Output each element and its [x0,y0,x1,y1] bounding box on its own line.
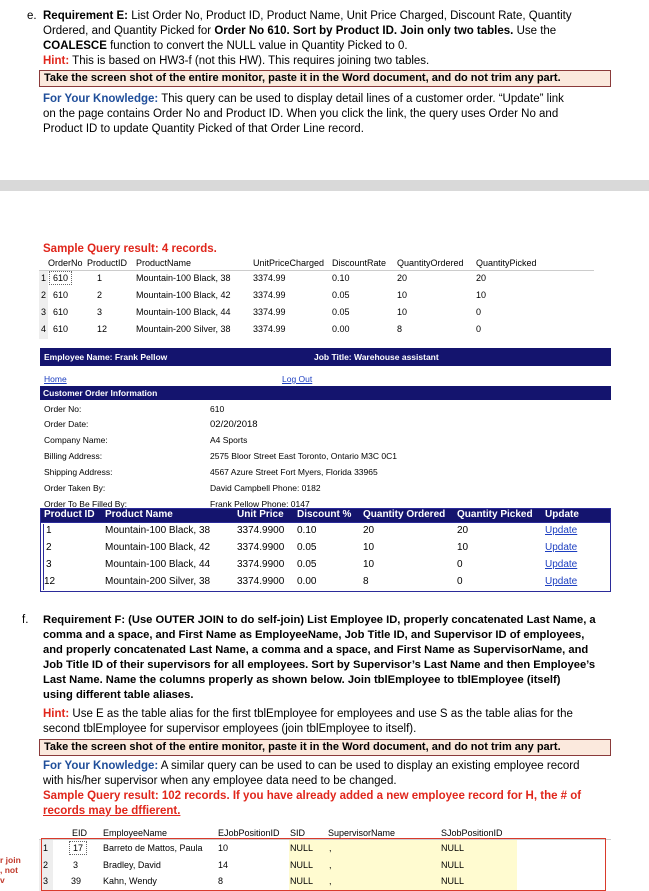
home-link[interactable]: Home [44,374,67,384]
field-value: 4567 Azure Street Fort Myers, Florida 33965 [210,467,378,477]
req-e-label: Requirement E: [43,10,128,22]
row-num: 2 [43,860,49,870]
margin-comment [0,855,21,885]
fyk-e-line3: Product ID to update Quantity Picked of that Order Line record. [43,123,364,135]
req-f-line: and properly concatenated Last Name, a comma and a space, and First Name as SupervisorName, and [43,644,589,656]
sample-f-line2: records may be dffierent. [43,805,181,817]
cell-pid: 1 [97,273,103,283]
th-qtypicked: Quantity Picked [457,509,533,520]
screenshot-note-f: Take the screen shot of the entire monitor, paste it in the Word document, and do not trim any part. [39,739,611,756]
cell-eid: 39 [71,876,82,886]
result-grid-e [39,256,594,340]
update-link[interactable]: Update [545,559,578,570]
cell-ejob: 10 [218,843,229,853]
cell-orderno: 610 [53,290,69,300]
employee-name: Employee Name: Frank Pellow [44,352,168,362]
row-num: 2 [41,290,47,300]
field-label: Order To Be Filled By: [44,499,127,509]
req-f-line: comma and a space, and First Name as EmployeeName, Job Title ID, and Supervisor ID of employees, [43,629,585,641]
req-f-line: Requirement F: (Use OUTER JOIN to do self-join) List Employee ID, properly concatenated Last Name, a [43,614,596,626]
sample-label-e: Sample Query result: 4 records. [43,243,217,255]
cell-ejob: 8 [218,876,224,886]
cell-sid: NULL [290,843,314,853]
fyk-e [43,92,633,137]
field-label: Order Date: [44,419,89,429]
order-info [44,404,604,510]
td-disc: 0.00 [297,576,317,587]
cell-name: Mountain-100 Black, 44 [136,307,231,317]
th-productname: Product Name [105,509,173,520]
col-productname: ProductName [136,258,192,268]
req-f-line: Last Name. Name the columns properly as shown below. Join tblEmployee to tblEmployee (itself) [43,674,561,686]
margin-line: r join [0,855,21,865]
td-price: 3374.9900 [237,576,285,587]
th-discount: Discount % [297,509,352,520]
employee-header-bar [40,348,611,366]
hint-f-label: Hint: [43,708,70,720]
section-e-letter: e. [27,10,37,22]
fyk-f [43,759,643,819]
section-f-letter: f. [22,614,29,626]
req-e-line2-bold: Order No 610. Sort by Product ID. Join only two tables. [214,25,514,37]
cell-qp: 20 [476,273,487,283]
cell-disc: 0.00 [332,324,350,334]
screenshot-note-e: Take the screen shot of the entire monitor, paste it in the Word document, and do not trim any part. [39,70,611,87]
td-price: 3374.9900 [237,559,285,570]
td-pid: 1 [46,525,52,536]
cell-qp: 0 [476,307,482,317]
page-break [0,180,649,191]
cell-qo: 20 [397,273,408,283]
fyk-e-line2: on the page contains Order No and Product ID. When you click the link, the query uses Order No and [43,108,559,120]
field-value: David Campbell Phone: 0182 [210,483,321,493]
td-pid: 3 [46,559,52,570]
fyk-e-label: For Your Knowledge: [43,93,159,105]
td-qp: 20 [457,525,469,536]
td-price: 3374.9900 [237,525,285,536]
td-name: Mountain-100 Black, 42 [105,542,211,553]
order-lines-header [41,509,610,522]
cell-sname: , [329,843,332,853]
td-pid: 2 [46,542,52,553]
field-value: 610 [210,404,225,414]
logout-link[interactable]: Log Out [282,374,313,384]
th-productid: Product ID [44,509,95,520]
col-ejob: EJobPositionID [218,828,280,838]
field-label: Billing Address: [44,451,103,461]
col-sjob: SJobPositionID [441,828,503,838]
cell-pid: 3 [97,307,103,317]
td-name: Mountain-200 Silver, 38 [105,576,211,587]
cell-qo: 10 [397,307,408,317]
td-qo: 10 [363,559,375,570]
col-qtyordered: QuantityOrdered [397,258,464,268]
req-e-line2b: Use the [513,25,557,37]
cell-sjob: NULL [441,876,465,886]
row-num: 1 [41,273,47,283]
hint-e-text: This is based on HW3-f (not this HW). This requires joining two tables. [69,55,430,67]
field-label: Company Name: [44,435,108,445]
result-grid-f [39,825,611,891]
col-orderno: OrderNo [48,258,83,268]
cell-price: 3374.99 [253,307,286,317]
td-qo: 10 [363,542,375,553]
cell-sjob: NULL [441,843,465,853]
cell-disc: 0.05 [332,290,350,300]
col-unitprice: UnitPriceCharged [253,258,325,268]
field-label: Order No: [44,404,82,414]
cell-disc: 0.10 [332,273,350,283]
td-disc: 0.05 [297,542,317,553]
cell-empname: Bradley, David [103,860,161,870]
cell-name: Mountain-100 Black, 42 [136,290,231,300]
td-qo: 8 [363,576,369,587]
fyk-e-line1: This query can be used to display detail lines of a customer order. “Update” link [158,93,564,105]
cell-sid: NULL [290,876,314,886]
margin-line: v [0,875,5,885]
hint-f-line1: Use E as the table alias for the first tblEmployee for employees and use S as the table alias for the [69,708,573,720]
cell-qo: 8 [397,324,403,334]
req-f-line: Job Title ID of their supervisors for all employees. Sort by Supervisor’s Last Name and then Employee’s [43,659,596,671]
cell-pid: 12 [97,324,108,334]
section-f-requirement [43,613,643,703]
td-price: 3374.9900 [237,542,285,553]
cell-qp: 0 [476,324,482,334]
col-eid: EID [72,828,88,838]
td-qp: 0 [457,576,463,587]
update-link[interactable]: Update [545,525,578,536]
update-link[interactable]: Update [545,576,578,587]
fyk-f-label: For Your Knowledge: [43,760,159,772]
td-disc: 0.05 [297,559,317,570]
row-num: 1 [43,843,49,853]
field-value: Frank Pellow Phone: 0147 [210,499,310,509]
cell-sid: NULL [290,860,314,870]
cell-orderno: 610 [53,307,69,317]
cell-pid: 2 [97,290,103,300]
row-num: 4 [41,324,47,334]
field-value: 2575 Bloor Street East Toronto, Ontario M3C 0C1 [210,451,397,461]
td-name: Mountain-100 Black, 44 [105,559,211,570]
td-qo: 20 [363,525,375,536]
col-employeename: EmployeeName [103,828,168,838]
td-name: Mountain-100 Black, 38 [105,525,211,536]
req-e-line3: function to convert the NULL value in Quantity Picked to 0. [106,40,408,52]
field-value: 02/20/2018 [210,419,258,430]
cell-eid: 3 [73,860,79,870]
field-label: Shipping Address: [44,467,113,477]
field-label: Order Taken By: [44,483,106,493]
req-f-line: using different table aliases. [43,689,194,701]
col-supervisorname: SupervisorName [328,828,396,838]
th-unitprice: Unit Price [237,509,284,520]
cell-sjob: NULL [441,860,465,870]
col-productid: ProductID [87,258,128,268]
req-e-line2a: Ordered, and Quantity Picked for [43,25,215,37]
cell-eid-selected: 17 [69,841,87,855]
cell-sname: , [329,860,332,870]
row-num: 3 [43,876,49,886]
th-update: Update [545,509,579,520]
cell-qp: 10 [476,290,487,300]
col-qtypicked: QuantityPicked [476,258,537,268]
cell-orderno-selected: 610 [49,271,72,285]
cell-ejob: 14 [218,860,229,870]
cell-name: Mountain-200 Silver, 38 [136,324,231,334]
cell-name: Mountain-100 Black, 38 [136,273,231,283]
cell-empname: Barreto de Mattos, Paula [103,843,203,853]
margin-line: , not [0,865,18,875]
hint-e-label: Hint: [43,55,70,67]
td-disc: 0.10 [297,525,317,536]
cell-disc: 0.05 [332,307,350,317]
hint-f-line2: second tblEmployee for supervisor employees (join tblEmployee to itself). [43,723,417,735]
section-title: Customer Order Information [43,388,158,398]
hint-f [43,707,643,737]
req-e-line1: List Order No, Product ID, Product Name, Unit Price Charged, Discount Rate, Quantity [131,10,572,22]
th-qtyordered: Quantity Ordered [363,509,446,520]
order-lines-table [40,508,611,592]
req-e-coalesce: COALESCE [43,40,107,52]
cell-orderno: 610 [53,324,69,334]
col-discount: DiscountRate [332,258,387,268]
col-sid: SID [290,828,306,838]
fyk-f-line2: with his/her supervisor when any employee data need to be changed. [43,775,397,787]
field-value: A4 Sports [210,435,248,445]
cell-qo: 10 [397,290,408,300]
cell-price: 3374.99 [253,324,286,334]
section-title-bar [40,386,611,400]
sample-f-line1: Sample Query result: 102 records. If you have already added a new employee record for H, the # of [43,790,582,802]
td-qp: 10 [457,542,469,553]
update-link[interactable]: Update [545,542,578,553]
td-pid: 12 [44,576,56,587]
cell-sname: , [329,876,332,886]
cell-price: 3374.99 [253,273,286,283]
cell-price: 3374.99 [253,290,286,300]
job-title: Job Title: Warehouse assistant [314,352,439,362]
section-e-requirement [43,9,633,69]
row-num: 3 [41,307,47,317]
td-qp: 0 [457,559,463,570]
cell-empname: Kahn, Wendy [103,876,157,886]
fyk-f-line1: A similar query can be used to can be used to display an existing employee record [158,760,580,772]
